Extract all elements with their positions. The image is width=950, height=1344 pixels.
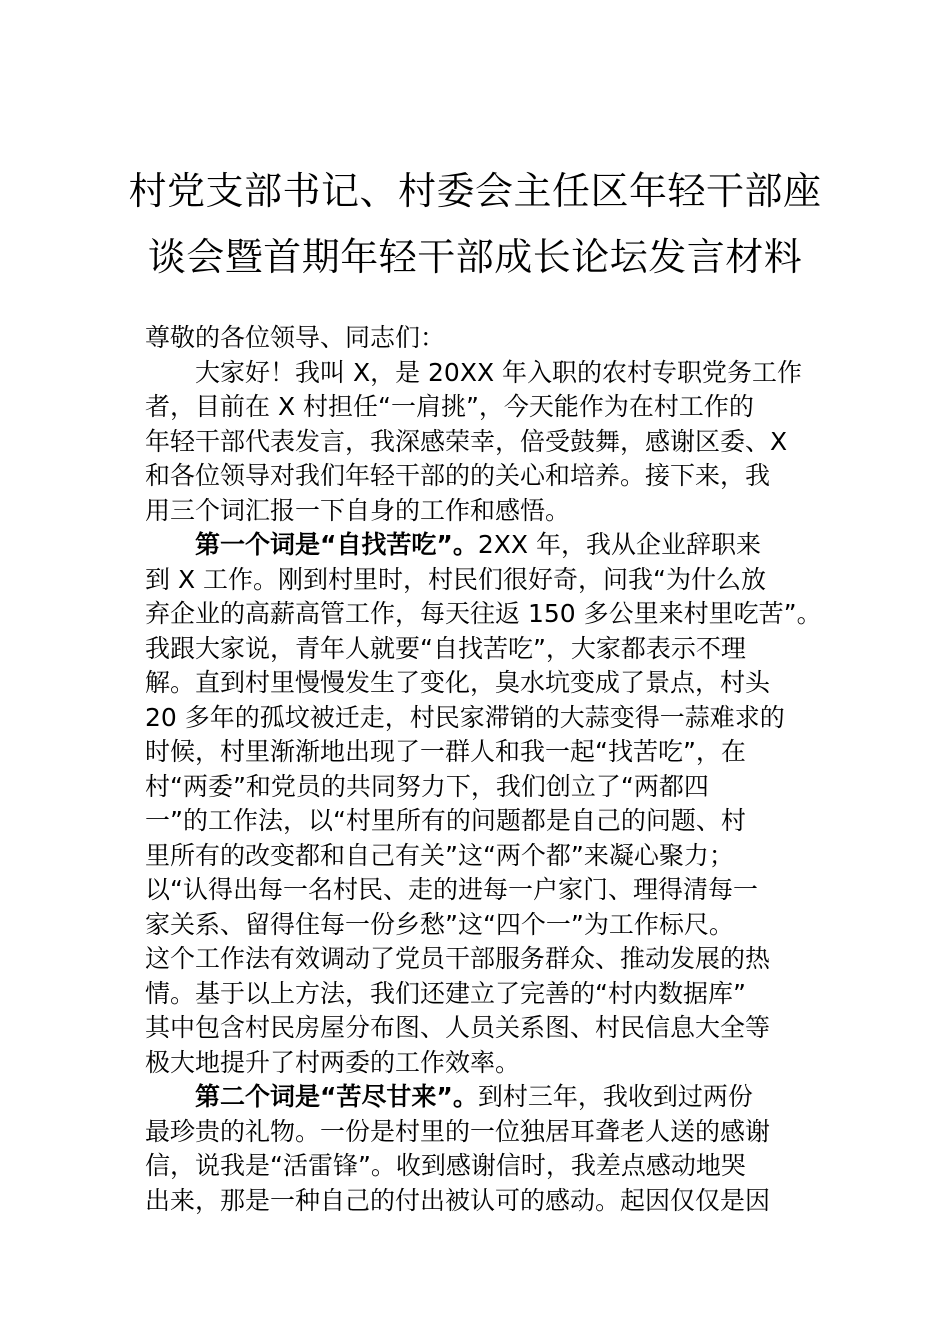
paragraph-3-line: 信，说我是“活雷锋”。收到感谢信时，我差点感动地哭 [145,1151,746,1180]
paragraph-1-line: 用三个词汇报一下自身的工作和感悟。 [145,495,571,525]
paragraph-2-line: 其中包含村民房屋分布图、人员关系图、村民信息大全等 [145,1013,771,1042]
paragraph-2-line: 里所有的改变都和自己有关”这“两个都”来凝心聚力； [145,840,734,870]
document-title-line-1: 村党支部书记、村委会主任区年轻干部座 [128,169,822,213]
paragraph-3-line: 最珍贵的礼物。一份是村里的一位独居耳聋老人送的感谢 [145,1116,771,1146]
document-title-line-2: 谈会暨首期年轻干部成长论坛发言材料 [147,235,803,279]
paragraph-2-line: 一”的工作法，以“村里所有的问题都是自己的问题、村 [145,806,746,835]
paragraph-2-line: 解。直到村里慢慢发生了变化，臭水坑变成了景点，村头 [145,668,771,697]
paragraph-2-first-text: 2XX 年，我从企业辞职来 [477,530,761,559]
paragraph-2-line: 我跟大家说，青年人就要“自找苦吃”，大家都表示不理 [145,633,746,663]
section-heading-1: 第一个词是“自找苦吃”。 [195,530,478,559]
paragraph-2-line: 家关系、留得住每一份乡愁”这“四个一”为工作标尺。 [145,909,734,939]
section-heading-2: 第二个词是“苦尽甘来”。 [195,1082,478,1111]
paragraph-3-line: 出来，那是一种自己的付出被认可的感动。起因仅仅是因 [145,1185,771,1215]
paragraph-2-line: 情。基于以上方法，我们还建立了完善的“村内数据库” [145,978,746,1008]
document-body [145,321,825,1218]
paragraph-2-line: 20 多年的孤坟被迁走，村民家滞销的大蒜变得一蒜难求的 [145,702,785,732]
paragraph-2-line: 到 X 工作。刚到村里时，村民们很好奇，问我“为什么放 [145,564,766,594]
paragraph-1-line: 和各位领导对我们年轻干部的的关心和培养。接下来，我 [145,461,771,490]
paragraph-2-line: 时候，村里渐渐地出现了一群人和我一起“找苦吃”，在 [145,737,746,766]
paragraph-3-first-line [145,1080,825,1115]
paragraph-2-line: 弃企业的高薪高管工作，每天往返 150 多公里来村里吃苦”。 [145,599,822,628]
paragraph-2-line: 这个工作法有效调动了党员干部服务群众、推动发展的热 [145,944,771,973]
salutation: 尊敬的各位领导、同志们： [145,323,446,352]
paragraph-1-line: 年轻干部代表发言，我深感荣幸，倍受鼓舞，感谢区委、X [145,426,788,456]
paragraph-2-first-line [145,528,825,563]
paragraph-2-line: 村“两委”和党员的共同努力下，我们创立了“两都四 [145,771,709,801]
paragraph-1-line: 大家好！我叫 X，是 20XX 年入职的农村专职党务工作 [195,357,803,387]
paragraph-2-line: 以“认得出每一名村民、走的进每一户家门、理得清每一 [145,875,758,904]
paragraph-2-line: 极大地提升了村两委的工作效率。 [145,1047,521,1077]
paragraph-3-first-text: 到村三年，我收到过两份 [477,1082,753,1111]
paragraph-1-line: 者，目前在 X 村担任“一肩挑”，今天能作为在村工作的 [145,392,754,421]
